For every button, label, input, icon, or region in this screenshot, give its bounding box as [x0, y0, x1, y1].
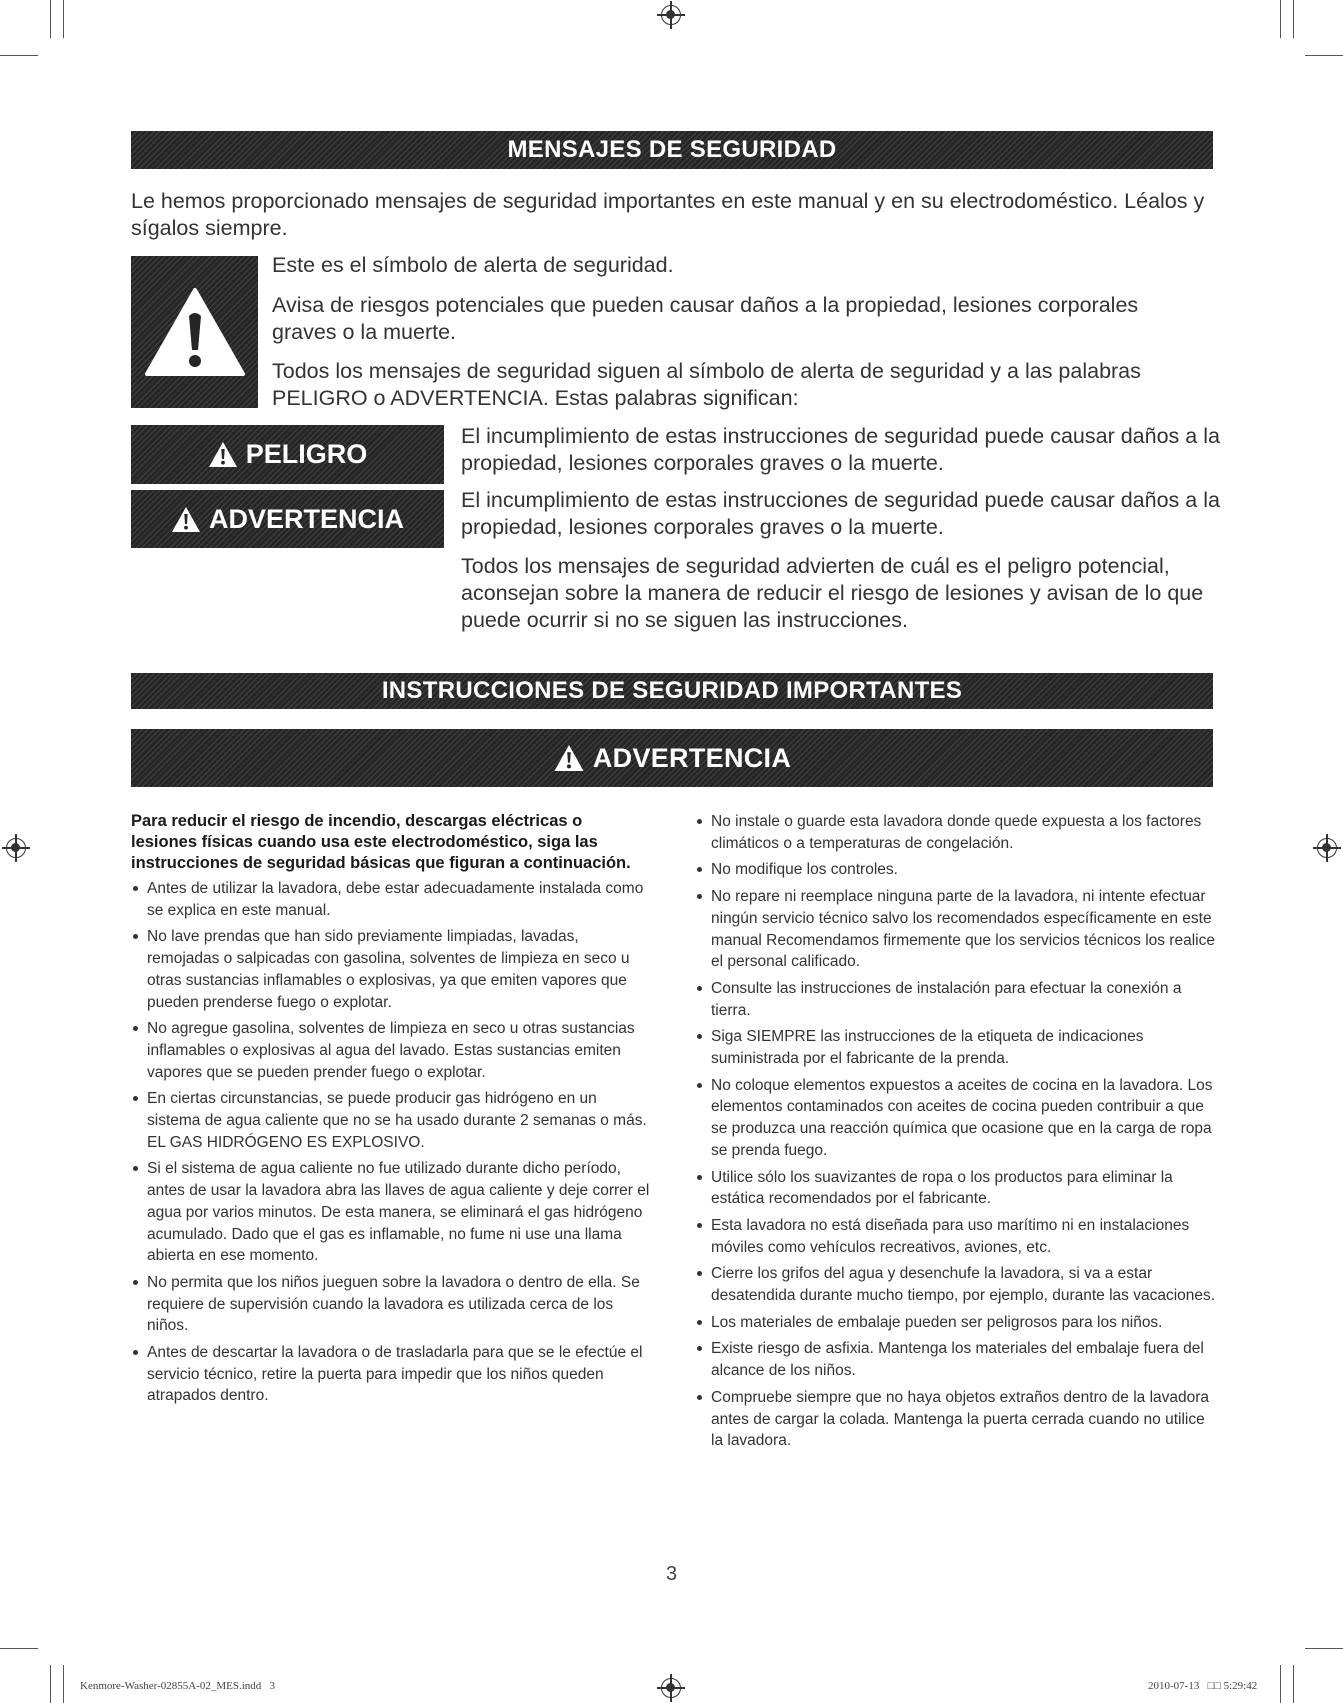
list-item: Compruebe siempre que no haya objetos extraños dentro de la lavadora antes de cargar la colada. Mantenga la puerta cerrada cuando no utilice la lavadora. — [695, 1387, 1217, 1452]
crop-mark — [1280, 1665, 1281, 1703]
left-column-lead: Para reducir el riesgo de incendio, descargas eléctricas o lesiones físicas cuando usa este electrodoméstico, siga las instrucciones de seguridad básicas que figuran a continuación. — [131, 812, 631, 872]
list-item: Cierre los grifos del agua y desenchufe la lavadora, si va a estar desatendida durante mucho tiempo, por ejemplo, durante las vacaciones. — [695, 1263, 1217, 1306]
list-item: No repare ni reemplace ninguna parte de la lavadora, ni intente efectuar ningún servicio técnico salvo los recomendados específicamente en este manual Recomendamos firmemente que los servicios técnicos los realice el personal calificado. — [695, 886, 1217, 973]
list-item: Siga SIEMPRE las instrucciones de la etiqueta de indicaciones suministrada por el fabricante de la prenda. — [695, 1026, 1217, 1069]
intro-paragraph: Le hemos proporcionado mensajes de seguridad importantes en este manual y en su electrodoméstico. Léalos y sígalos siempre. — [131, 189, 1205, 240]
list-item: No coloque elementos expuestos a aceites de cocina en la lavadora. Los elementos contaminados con aceites de cocina pueden contribuir a que se produzca una reacción química que ocasione que en la carga de ropa se prenda fuego. — [695, 1075, 1217, 1162]
left-instructions-column — [131, 811, 651, 1412]
crop-mark — [0, 55, 38, 56]
footer-timestamp: 2010-07-13 □□ 5:29:42 — [1148, 1680, 1258, 1692]
registration-mark-icon — [661, 1678, 681, 1698]
crop-mark — [0, 1648, 38, 1649]
crop-mark — [50, 0, 51, 38]
warning-triangle-icon — [143, 286, 247, 378]
warning-triangle-icon — [171, 506, 201, 533]
alert-words-text: Todos los mensajes de seguridad siguen al símbolo de alerta de seguridad y a las palabras PELIGRO o ADVERTENCIA. Estas palabras significan: — [272, 359, 1141, 410]
list-item: Existe riesgo de asfixia. Mantenga los materiales del embalaje fuera del alcance de los niños. — [695, 1338, 1217, 1381]
crop-mark — [1293, 0, 1294, 38]
list-item: No lave prendas que han sido previamente limpiadas, lavadas, remojadas o salpicadas con gasolina, solventes de limpieza en seco u otras sustancias inflamables o explosivas, ya que emiten vapores que pueden prenderse fuego o explotar. — [131, 926, 651, 1013]
right-instructions-column — [695, 811, 1217, 1457]
list-item: No instale o guarde esta lavadora donde quede expuesta a los factores climáticos o a temperaturas de congelación. — [695, 811, 1217, 854]
list-item: No modifique los controles. — [695, 859, 1217, 881]
left-instructions-list — [131, 878, 651, 1407]
safety-messages-title: MENSAJES DE SEGURIDAD — [507, 136, 837, 163]
crop-mark — [1280, 0, 1281, 38]
danger-description: El incumplimiento de estas instrucciones de seguridad puede causar daños a la propiedad, lesiones corporales graves o la muerte. — [461, 424, 1220, 475]
warning-signal-box — [131, 490, 444, 548]
crop-mark — [50, 1665, 51, 1703]
list-item: No permita que los niños jueguen sobre la lavadora o dentro de ella. Se requiere de supervisión cuando la lavadora es utilizada cerca de los niños. — [131, 1272, 651, 1337]
registration-mark-icon — [661, 5, 681, 25]
alert-symbol-text: Este es el símbolo de alerta de seguridad. — [272, 253, 674, 277]
safety-alert-symbol-box — [131, 256, 258, 408]
signal-summary: Todos los mensajes de seguridad advierten de cuál es el peligro potencial, aconsejan sobre la manera de reducir el riesgo de lesiones y avisan de lo que puede ocurrir si no se siguen las instrucciones. — [461, 554, 1204, 632]
list-item: Consulte las instrucciones de instalación para efectuar la conexión a tierra. — [695, 978, 1217, 1021]
danger-label: PELIGRO — [245, 439, 368, 469]
footer-file-name: Kenmore-Washer-02855A-02_MES.indd 3 — [80, 1680, 276, 1692]
warning-banner-label: ADVERTENCIA — [592, 742, 792, 773]
crop-mark — [1293, 1665, 1294, 1703]
crop-mark — [63, 1665, 64, 1703]
right-instructions-list — [695, 811, 1217, 1452]
page-number: 3 — [665, 1563, 678, 1585]
list-item: Utilice sólo los suavizantes de ropa o los productos para eliminar la estática recomendados por el fabricante. — [695, 1167, 1217, 1210]
important-instructions-banner — [131, 673, 1213, 709]
crop-mark — [63, 0, 64, 38]
important-instructions-title: INSTRUCCIONES DE SEGURIDAD IMPORTANTES — [381, 677, 963, 704]
alert-risk-text: Avisa de riesgos potenciales que pueden causar daños a la propiedad, lesiones corporales graves o la muerte. — [272, 293, 1139, 344]
warning-banner — [131, 729, 1213, 787]
list-item: No agregue gasolina, solventes de limpieza en seco u otras sustancias inflamables o explosivas al agua del lavado. Estas sustancias emiten vapores que se pueden prender fuego o explotar. — [131, 1018, 651, 1083]
registration-mark-icon — [6, 838, 26, 858]
list-item: Los materiales de embalaje pueden ser peligrosos para los niños. — [695, 1312, 1217, 1334]
list-item: Antes de utilizar la lavadora, debe estar adecuadamente instalada como se explica en este manual. — [131, 878, 651, 921]
danger-signal-box — [131, 425, 444, 484]
crop-mark — [1305, 1648, 1343, 1649]
crop-mark — [1305, 55, 1343, 56]
warning-triangle-icon — [553, 744, 585, 772]
list-item: Si el sistema de agua caliente no fue utilizado durante dicho período, antes de usar la lavadora abra las llaves de agua caliente y deje correr el agua por varios minutos. De esta manera, se eliminará el gas hidrógeno acumulado. Dado que el gas es inflamable, no fume ni use una llama abierta en ese momento. — [131, 1158, 651, 1267]
warning-description: El incumplimiento de estas instrucciones de seguridad puede causar daños a la propiedad, lesiones corporales graves o la muerte. — [461, 488, 1220, 539]
list-item: Esta lavadora no está diseñada para uso marítimo ni en instalaciones móviles como vehículos recreativos, aviones, etc. — [695, 1215, 1217, 1258]
warning-triangle-icon — [208, 441, 238, 468]
registration-mark-icon — [1317, 838, 1337, 858]
list-item: Antes de descartar la lavadora o de trasladarla para que se le efectúe el servicio técnico, retire la puerta para impedir que los niños queden atrapados dentro. — [131, 1342, 651, 1407]
safety-messages-banner — [131, 131, 1213, 169]
list-item: En ciertas circunstancias, se puede producir gas hidrógeno en un sistema de agua caliente que no se ha usado durante 2 semanas o más. EL GAS HIDRÓGENO ES EXPLOSIVO. — [131, 1088, 651, 1153]
warning-label: ADVERTENCIA — [208, 503, 404, 534]
